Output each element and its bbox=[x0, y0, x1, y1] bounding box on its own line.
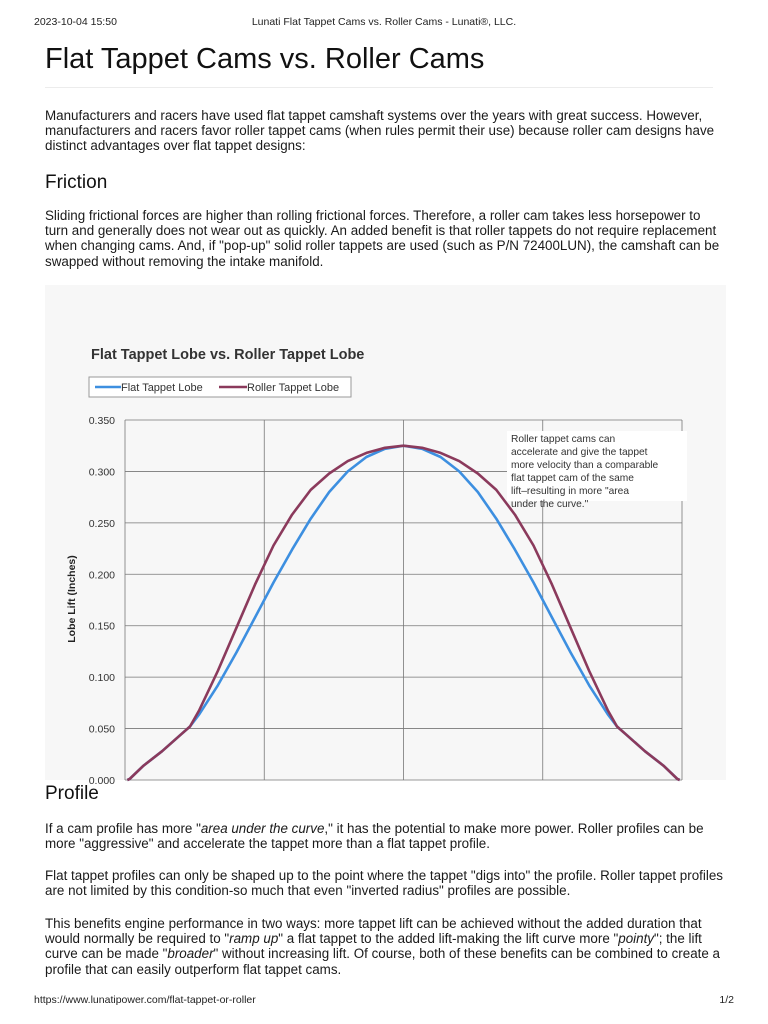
y-tick-labels bbox=[89, 415, 115, 787]
article bbox=[45, 40, 726, 977]
y-axis-label: Lobe Lift (Inches) bbox=[66, 555, 78, 643]
page-number: 1/2 bbox=[719, 994, 734, 1006]
annotation-line: lift–resulting in more "area bbox=[511, 486, 629, 497]
y-tick-label: 0.100 bbox=[88, 672, 115, 685]
y-tick-label: 0.300 bbox=[88, 466, 115, 479]
profile-heading: Profile bbox=[45, 783, 99, 804]
friction-heading: Friction bbox=[45, 172, 108, 193]
annotation-line: under the curve." bbox=[511, 499, 589, 510]
friction-paragraph: Sliding frictional forces are higher than rolling frictional forces. Therefore, a roller cam takes less horsepower to turn and generally does not wear out as quickly. An added benefit is that roller tappets do not require replacement when changing cams. And, if "pop-up" solid roller tappets are used (such as P/N 72400LUN), the camshaft can be swapped without removing the intake manifold. bbox=[45, 208, 720, 269]
y-tick-label: 0.150 bbox=[88, 620, 115, 633]
y-tick-label: 0.050 bbox=[88, 723, 115, 736]
lobe-comparison-chart bbox=[45, 285, 726, 787]
legend-label-flat: Flat Tappet Lobe bbox=[121, 382, 203, 394]
y-tick-label: 0.000 bbox=[88, 775, 115, 787]
intro-paragraph: Manufacturers and racers have used flat tappet camshaft systems over the years with great success. However, manufacturers and racers favor roller tappet cams (when rules permit their use) because roller cam designs have distinct advantages over flat tappet designs: bbox=[45, 108, 715, 154]
profile-paragraph-1: If a cam profile has more "area under the curve," it has the potential to make more power. Roller profiles can be more "aggressive" and accelerate the tappet more than a flat tappet profile. bbox=[45, 821, 704, 852]
page-title: Flat Tappet Cams vs. Roller Cams bbox=[45, 43, 485, 75]
annotation-line: accelerate and give the tappet bbox=[511, 447, 648, 458]
annotation-line: more velocity than a comparable bbox=[511, 460, 659, 471]
chart-svg bbox=[45, 285, 726, 787]
y-tick-label: 0.250 bbox=[88, 517, 115, 530]
annotation-line: flat tappet cam of the same bbox=[511, 473, 634, 484]
print-document-title: Lunati Flat Tappet Cams vs. Roller Cams - Lunati®, LLC. bbox=[251, 16, 517, 28]
title-divider bbox=[45, 87, 713, 88]
print-datetime: 2023-10-04 15:50 bbox=[34, 16, 117, 28]
legend-label-roller: Roller Tappet Lobe bbox=[247, 382, 340, 394]
print-header bbox=[34, 16, 734, 30]
profile-paragraph-3: This benefits engine performance in two ways: more tappet lift can be achieved without the added duration that would normally be required to "ramp up" a flat tappet to the added lift-making the lift curve more "pointy"; the lift curve can be made "broader" without increasing lift. Of course, both of these benefits can be combined to create a profile that can easily outperform flat tappet cams. bbox=[45, 916, 720, 977]
chart-legend bbox=[89, 377, 351, 397]
y-tick-label: 0.350 bbox=[88, 415, 115, 427]
chart-title: Flat Tappet Lobe vs. Roller Tappet Lobe bbox=[91, 347, 365, 363]
profile-paragraph-2: Flat tappet profiles can only be shaped up to the point where the tappet "digs into" the profile. Roller tappet profiles are not limited by this condition-so much that even "inverted radius" profiles are possible. bbox=[45, 868, 723, 899]
print-url: https://www.lunatipower.com/flat-tappet-or-roller bbox=[34, 994, 256, 1006]
y-tick-label: 0.200 bbox=[88, 569, 115, 582]
print-footer bbox=[34, 994, 734, 1008]
annotation-line: Roller tappet cams can bbox=[511, 434, 616, 445]
